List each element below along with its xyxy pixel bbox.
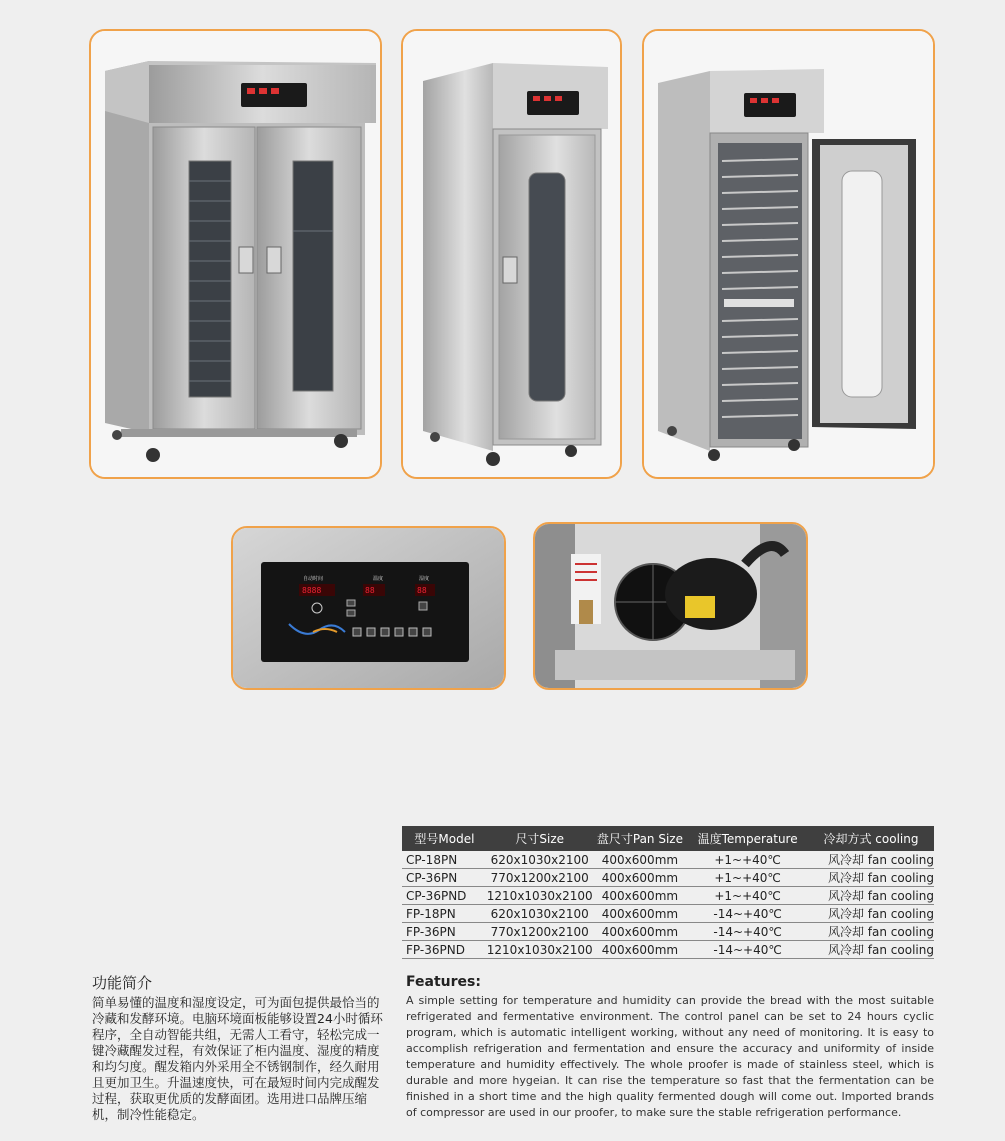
table-row xyxy=(402,869,934,887)
english-text: A simple setting for temperature and humidity can provide the bread with the most suitable refrigerated and fermentative environment. The control panel can be set to 24 hours cyclic program, which is automatic intelligent working, without any need of monitoring. It is easy to accomplish refrigeration and fermentation and ensure the accuracy and uniformity of inside temperature and humidity effectively. The whole proofer is made of stainless steel, which is durable and more hygeian. It can rise the temperature so fast that the fermentation can be finished in a short time and the high quality fermented dough will come out. Imported brands of compressor are used in our proofer, to make sure the stable refrigeration performance. xyxy=(406,994,934,1119)
panel-label-temp: 温度 xyxy=(373,576,384,582)
cell-model: CP-18PN xyxy=(402,851,487,869)
english-title: Features: xyxy=(406,974,481,990)
cell-temperature: -14~+40℃ xyxy=(687,905,808,923)
svg-text:8888: 8888 xyxy=(302,586,322,595)
photo-compressor xyxy=(533,522,808,690)
panel-label-time: 自动时间 xyxy=(303,576,324,582)
cell-temperature: -14~+40℃ xyxy=(687,923,808,941)
cell-cooling: 风冷却 fan cooling xyxy=(808,941,934,959)
spec-table xyxy=(402,826,934,959)
header-pan-size: 盘尺寸Pan Size xyxy=(593,826,688,851)
table-row xyxy=(402,851,934,869)
header-cooling: 冷却方式 cooling xyxy=(808,826,934,851)
cell-size: 770x1200x2100 xyxy=(487,923,593,941)
cell-model: FP-36PND xyxy=(402,941,487,959)
cell-size: 620x1030x2100 xyxy=(487,905,593,923)
cell-cooling: 风冷却 fan cooling xyxy=(808,923,934,941)
photo-double-door-proofer xyxy=(89,29,382,479)
cell-model: CP-36PN xyxy=(402,869,487,887)
cell-size: 1210x1030x2100 xyxy=(486,942,593,957)
cell-model: FP-36PN xyxy=(402,923,487,941)
table-row xyxy=(402,887,934,905)
spec-table-header xyxy=(402,826,934,851)
cell-size: 620x1030x2100 xyxy=(487,851,593,869)
cell-pan-size: 400x600mm xyxy=(593,851,688,869)
chinese-text: 简单易懂的温度和湿度设定，可为面包提供最恰当的冷藏和发酵环境。电脑环境面板能够设置24小时循环程序，全自动智能共组，无需人工看守，轻松完成一键冷藏醒发过程，有效保证了柜内温度、湿度的精度和均匀度。醒发箱内外采用全不锈钢制作，经久耐用且更加卫生。升温速度快，可在最短时间内完成醒发过程，获取更优质的发酵面团。选用进口品牌压缩机，制冷性能稳定。 xyxy=(92,995,383,1122)
english-description xyxy=(406,974,934,1121)
cell-cooling: 风冷却 fan cooling xyxy=(808,869,934,887)
photo-control-panel xyxy=(231,526,506,690)
svg-text:88: 88 xyxy=(365,586,375,595)
photo-single-door-proofer xyxy=(401,29,622,479)
cell-pan-size: 400x600mm xyxy=(593,887,688,905)
cell-cooling: 风冷却 fan cooling xyxy=(808,887,934,905)
cell-cooling: 风冷却 fan cooling xyxy=(808,905,934,923)
table-row xyxy=(402,941,934,959)
cell-temperature: +1~+40℃ xyxy=(687,851,808,869)
header-model: 型号Model xyxy=(402,826,487,851)
table-row xyxy=(402,905,934,923)
panel-label-humidity: 湿度 xyxy=(419,576,430,582)
chinese-title: 功能简介 xyxy=(92,974,153,992)
header-size: 尺寸Size xyxy=(487,826,593,851)
cell-temperature: -14~+40℃ xyxy=(687,941,808,959)
cell-pan-size: 400x600mm xyxy=(593,941,688,959)
cell-pan-size: 400x600mm xyxy=(593,923,688,941)
chinese-description xyxy=(92,972,388,1123)
table-row xyxy=(402,923,934,941)
cell-model: FP-18PN xyxy=(402,905,487,923)
cell-pan-size: 400x600mm xyxy=(593,869,688,887)
photo-open-door-proofer xyxy=(642,29,935,479)
header-temperature: 温度Temperature xyxy=(687,826,808,851)
svg-text:88: 88 xyxy=(417,586,427,595)
cell-cooling: 风冷却 fan cooling xyxy=(808,851,934,869)
cell-model: CP-36PND xyxy=(402,887,487,905)
cell-temperature: +1~+40℃ xyxy=(687,869,808,887)
cell-size: 770x1200x2100 xyxy=(487,869,593,887)
cell-size: 1210x1030x2100 xyxy=(486,888,593,903)
cell-temperature: +1~+40℃ xyxy=(687,887,808,905)
cell-pan-size: 400x600mm xyxy=(593,905,688,923)
